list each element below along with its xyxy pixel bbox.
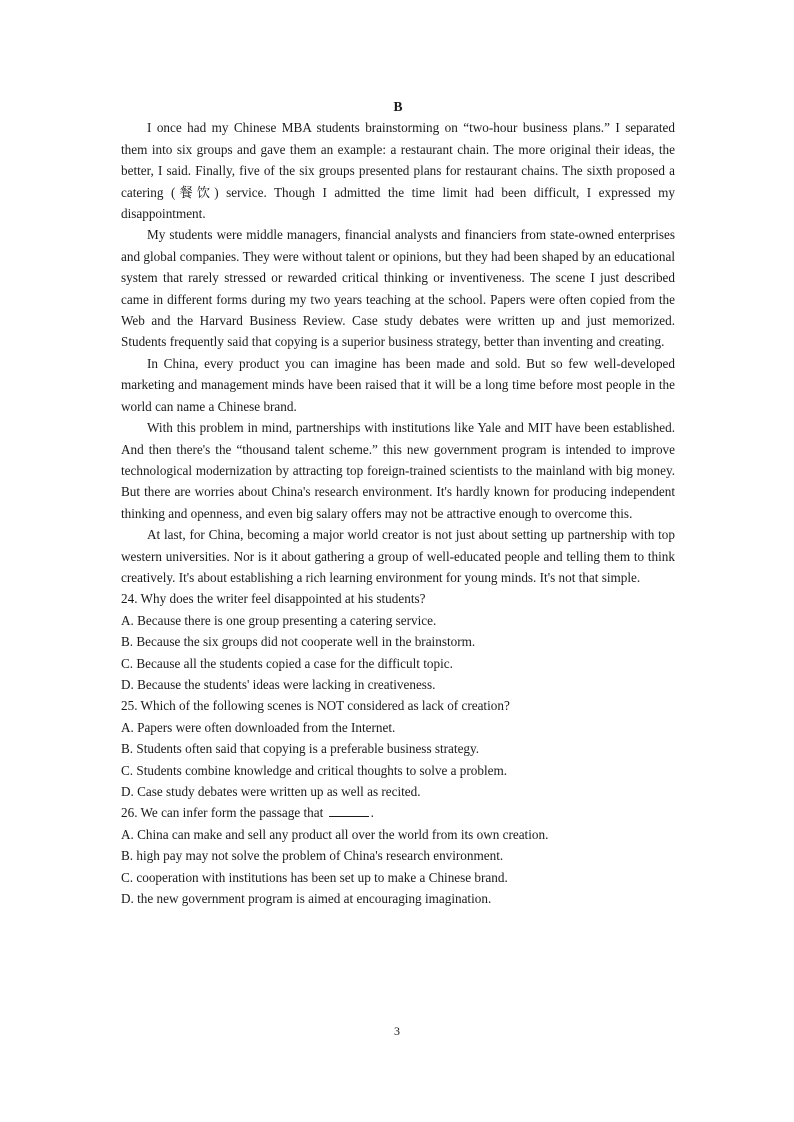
passage-paragraph: At last, for China, becoming a major world creator is not just about setting up partnership with top western universities. Nor is it about gathering a group of well-educated people and telling them to think creatively. It's about establishing a rich learning environment for young minds. It's not that simple. [121, 527, 675, 585]
question-stem-end: . [370, 805, 374, 821]
answer-option-b: B. Because the six groups did not cooperate well in the brainstorm. [121, 634, 476, 650]
answer-option-d: D. the new government program is aimed at encouraging imagination. [121, 891, 492, 907]
answer-option-c: C. Students combine knowledge and critical thoughts to solve a problem. [121, 762, 508, 778]
answer-option-a: A. Papers were often downloaded from the Internet. [121, 719, 396, 735]
passage-paragraph: With this problem in mind, partnerships with institutions like Yale and MIT have been established. And then there's the “thousand talent scheme.” this new government program is intended to improve technological modernization by attracting top foreign-trained scientists to the mainland with big money. But there are worries about China's research environment. It's hardly known for producing independent thinking and openness, and even big salary offers may not be attractive enough to overcome this. [121, 420, 675, 521]
passage-paragraph: My students were middle managers, financial analysts and financiers from state-owned enterprises and global companies. They were without talent or opinions, but they had been shaped by an educational system that rarely stressed or rewarded critical thinking or inventiveness. The scene I just described came in different forms during my two years teaching at the school. Papers were often copied from the Web and the Harvard Business Review. Case study debates were written up and just memorized. Students frequently said that copying is a superior business strategy, better than inventing and creating. [121, 227, 675, 350]
answer-option-b: B. high pay may not solve the problem of China's research environment. [121, 848, 504, 864]
page-number: 3 [394, 1024, 400, 1038]
answer-option-c: C. cooperation with institutions has been set up to make a Chinese brand. [121, 869, 508, 885]
answer-option-c: C. Because all the students copied a case for the difficult topic. [121, 655, 453, 671]
answer-option-a: A. China can make and sell any product all over the world from its own creation. [121, 826, 549, 842]
passage-paragraph: I once had my Chinese MBA students brainstorming on “two-hour business plans.” I separated them into six groups and gave them an example: a restaurant chain. The more original their ideas, the better, I said. Finally, five of the six groups presented plans for restaurant chains. The sixth proposed a catering (餐饮) service. Though I admitted the time limit had been difficult, I expressed my disappointment. [121, 120, 675, 222]
question-stem: 25. Which of the following scenes is NOT considered as lack of creation? [121, 698, 510, 714]
question-stem-text: 26. We can infer form the passage that [121, 805, 324, 821]
document-page [121, 96, 675, 909]
question-stem [121, 802, 675, 823]
question-26 [121, 802, 675, 909]
question-stem: 24. Why does the writer feel disappointed at his students? [121, 591, 426, 607]
answer-option-b: B. Students often said that copying is a preferable business strategy. [121, 741, 480, 757]
question-25 [121, 695, 675, 802]
reading-passage [121, 117, 675, 588]
passage-paragraph: In China, every product you can imagine has been made and sold. But so few well-developed marketing and management minds have been raised that it will be a long time before most people in the world can name a Chinese brand. [121, 355, 675, 414]
answer-option-d: D. Because the students' ideas were lacking in creativeness. [121, 676, 436, 692]
answer-option-d: D. Case study debates were written up as well as recited. [121, 784, 421, 799]
section-title: B [393, 99, 403, 114]
answer-blank [329, 804, 369, 817]
answer-option-a: A. Because there is one group presenting a catering service. [121, 612, 437, 628]
question-24 [121, 588, 675, 695]
